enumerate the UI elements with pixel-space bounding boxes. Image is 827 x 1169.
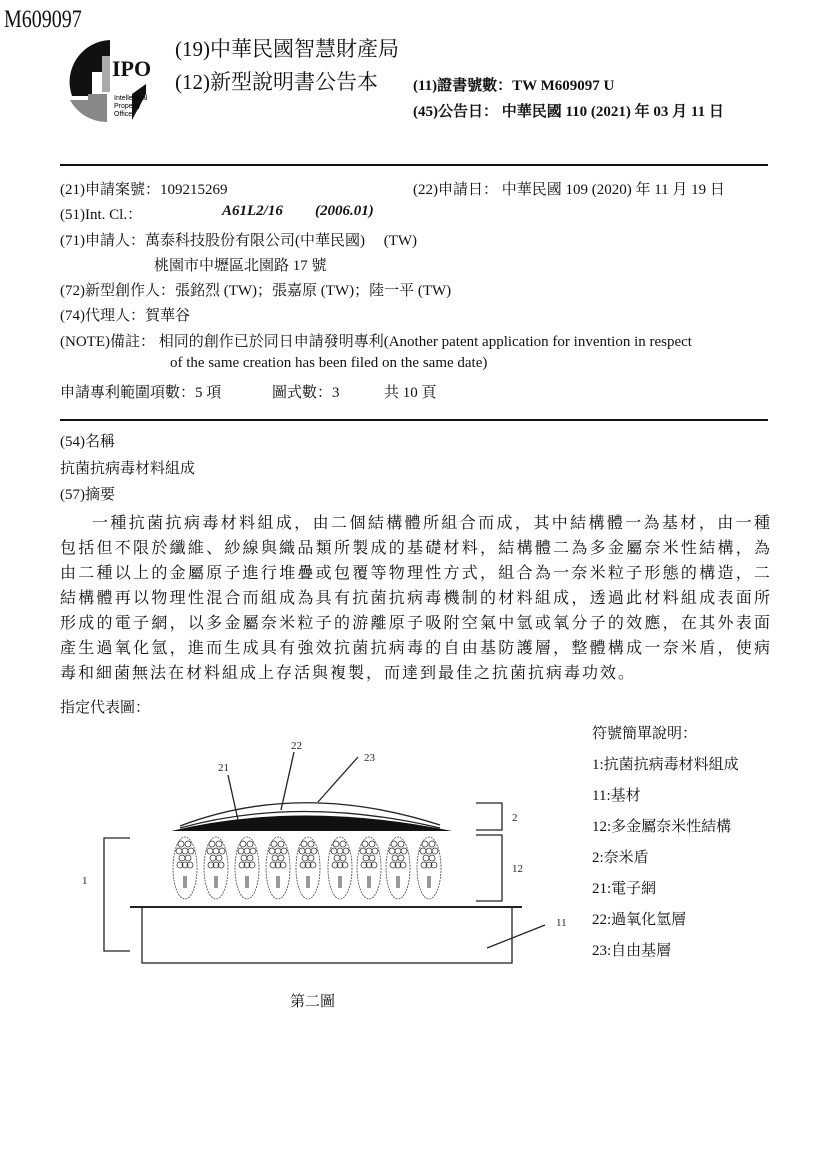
metal-atom: [176, 848, 182, 854]
page-count: 共 10 頁: [384, 385, 437, 401]
document-id: M609097: [4, 6, 82, 33]
legend-title: 符號簡單說明：: [592, 726, 698, 742]
metal-atom: [281, 848, 287, 854]
core-mark: [306, 876, 310, 888]
metal-atom: [216, 855, 222, 861]
metal-atom: [209, 841, 215, 847]
legend-item: 21:電子網: [592, 881, 657, 897]
legend-item: 12:多金屬奈米性結構: [592, 819, 732, 835]
label-21: 21: [218, 762, 229, 774]
metal-atom: [429, 855, 435, 861]
metal-atom: [299, 848, 305, 854]
metal-atom: [398, 855, 404, 861]
metal-atom: [426, 848, 432, 854]
metal-atom: [369, 841, 375, 847]
metal-atom: [178, 841, 184, 847]
svg-text:IPO: IPO: [112, 56, 152, 81]
metal-atom: [308, 855, 314, 861]
metal-atom: [272, 855, 278, 861]
metal-atom: [213, 848, 219, 854]
svg-text:Intellectual: Intellectual: [114, 95, 148, 102]
metal-atom: [422, 841, 428, 847]
metal-atom: [432, 848, 438, 854]
metal-atom: [182, 848, 188, 854]
metal-atom: [271, 841, 277, 847]
label-23: 23: [364, 752, 375, 764]
metal-atom: [275, 848, 281, 854]
label-1: 1: [82, 875, 88, 887]
office-name: (19)中華民國智慧財產局: [175, 37, 399, 61]
metal-atom: [188, 848, 194, 854]
applicant-address: 桃園市中壢區北園路 17 號: [154, 258, 327, 274]
legend-item: 23:自由基層: [592, 943, 672, 959]
metal-atom: [278, 841, 284, 847]
metal-atom: [423, 855, 429, 861]
metal-atom: [343, 848, 349, 854]
metal-atom: [391, 841, 397, 847]
int-cl-label: (51)Int. Cl.：: [60, 207, 143, 223]
legend-item: 1:抗菌抗病毒材料組成: [592, 757, 739, 773]
note-line-1: (NOTE)備註： 相同的創作已於同日申請發明專利(Another patent application for invention in respect: [60, 334, 692, 350]
metal-atom: [247, 841, 253, 847]
electron-net: [171, 816, 452, 832]
figures-count: 圖式數：3: [272, 385, 340, 401]
metal-atom: [185, 855, 191, 861]
agent: (74)代理人：賀華谷: [60, 308, 190, 324]
metal-atom: [219, 848, 225, 854]
representative-figure-label: 指定代表圖：: [60, 700, 151, 716]
note-line-2: of the same creation has been filed on the same date): [170, 355, 488, 371]
legend-item: 22:過氧化氫層: [592, 912, 687, 928]
core-mark: [245, 876, 249, 888]
metal-atom: [247, 855, 253, 861]
metal-atom: [398, 841, 404, 847]
publication-date: (45)公告日： 中華民國 110 (2021) 年 03 月 11 日: [413, 104, 724, 120]
metal-atom: [401, 848, 407, 854]
metal-atom: [179, 855, 185, 861]
metal-atom: [334, 855, 340, 861]
metal-atom: [333, 841, 339, 847]
metal-atom: [360, 848, 366, 854]
metal-atom: [340, 841, 346, 847]
abstract-text: 一種抗菌抗病毒材料組成，由二個結構體所組合而成，其中結構體一為基材，由一種包括但不限於纖維、紗線與織品類所製成的基礎材料，結構體二為多金屬奈米性結構，為由二種以上的金屬原子進行堆疊或包覆等物理性方式，組合為一奈米粒子形態的構造，二結構體再以物理性混合而組成為具有抗菌抗病毒機制的材料組成，透過此材料組成表面所形成的電子網，以多金屬奈米粒子的游離原子吸附空氣中氫或氧分子的效應，在其外表面產生過氧化氫，進而生成具有強效抗菌抗病毒的自由基防護層，整體構成一奈米盾，使病毒和細菌無法在材料組成上存活與複製，而達到最佳之抗菌抗病毒功效。: [60, 515, 772, 682]
metal-atom: [420, 848, 426, 854]
metal-atom: [362, 841, 368, 847]
metal-atom: [238, 848, 244, 854]
title-label: (54)名稱: [60, 434, 115, 450]
metal-atom: [278, 855, 284, 861]
figure-caption: 第二圖: [290, 994, 336, 1010]
metal-atom: [372, 848, 378, 854]
metal-atom: [395, 848, 401, 854]
label-2: 2: [512, 812, 518, 824]
metal-atom: [389, 848, 395, 854]
label-12: 12: [512, 863, 523, 875]
svg-text:Office: Office: [114, 111, 133, 118]
metal-atom: [311, 848, 317, 854]
certificate-number: (11)證書號數：TW M609097 U: [413, 78, 615, 94]
metal-atom: [207, 848, 213, 854]
core-mark: [338, 876, 342, 888]
metal-atom: [241, 855, 247, 861]
core-mark: [276, 876, 280, 888]
bracket-12: [476, 835, 502, 901]
metal-atom: [331, 848, 337, 854]
metal-atom: [337, 848, 343, 854]
bracket-1: [104, 838, 130, 951]
core-mark: [396, 876, 400, 888]
metal-atom: [302, 855, 308, 861]
metal-atom: [216, 841, 222, 847]
metal-atom: [363, 855, 369, 861]
metal-atom: [308, 841, 314, 847]
creators: (72)新型創作人：張銘烈 (TW)；張嘉原 (TW)；陸一平 (TW): [60, 283, 452, 299]
invention-title: 抗菌抗病毒材料組成: [60, 461, 196, 477]
label-11: 11: [556, 917, 567, 929]
int-cl-code: A61L2/16: [222, 203, 283, 219]
metal-atom: [340, 855, 346, 861]
core-mark: [183, 876, 187, 888]
metal-atom: [305, 848, 311, 854]
doc-type: (12)新型說明書公告本: [175, 70, 378, 94]
applicant: (71)申請人：萬泰科技股份有限公司(中華民國) (TW): [60, 233, 418, 249]
metal-atom: [210, 855, 216, 861]
application-date: (22)申請日： 中華民國 109 (2020) 年 11 月 19 日: [413, 182, 725, 198]
metal-atom: [250, 848, 256, 854]
metal-atom: [392, 855, 398, 861]
core-mark: [367, 876, 371, 888]
metal-atom: [269, 848, 275, 854]
core-mark: [427, 876, 431, 888]
label-22: 22: [291, 740, 302, 752]
abstract-label: (57)摘要: [60, 487, 115, 503]
svg-text:Property: Property: [114, 103, 141, 110]
substrate: [142, 907, 512, 963]
metal-atom: [301, 841, 307, 847]
application-number: (21)申請案號：109215269: [60, 182, 228, 198]
bracket-2: [476, 803, 502, 830]
metal-atom: [240, 841, 246, 847]
metal-atom: [366, 848, 372, 854]
core-mark: [214, 876, 218, 888]
metal-atom: [369, 855, 375, 861]
legend-item: 11:基材: [592, 788, 641, 804]
int-cl-version: (2006.01): [315, 203, 374, 219]
metal-atom: [244, 848, 250, 854]
metal-atom: [429, 841, 435, 847]
claims-count: 申請專利範圍項數：5 項: [60, 385, 222, 401]
legend-item: 2:奈米盾: [592, 850, 649, 866]
metal-atom: [185, 841, 191, 847]
